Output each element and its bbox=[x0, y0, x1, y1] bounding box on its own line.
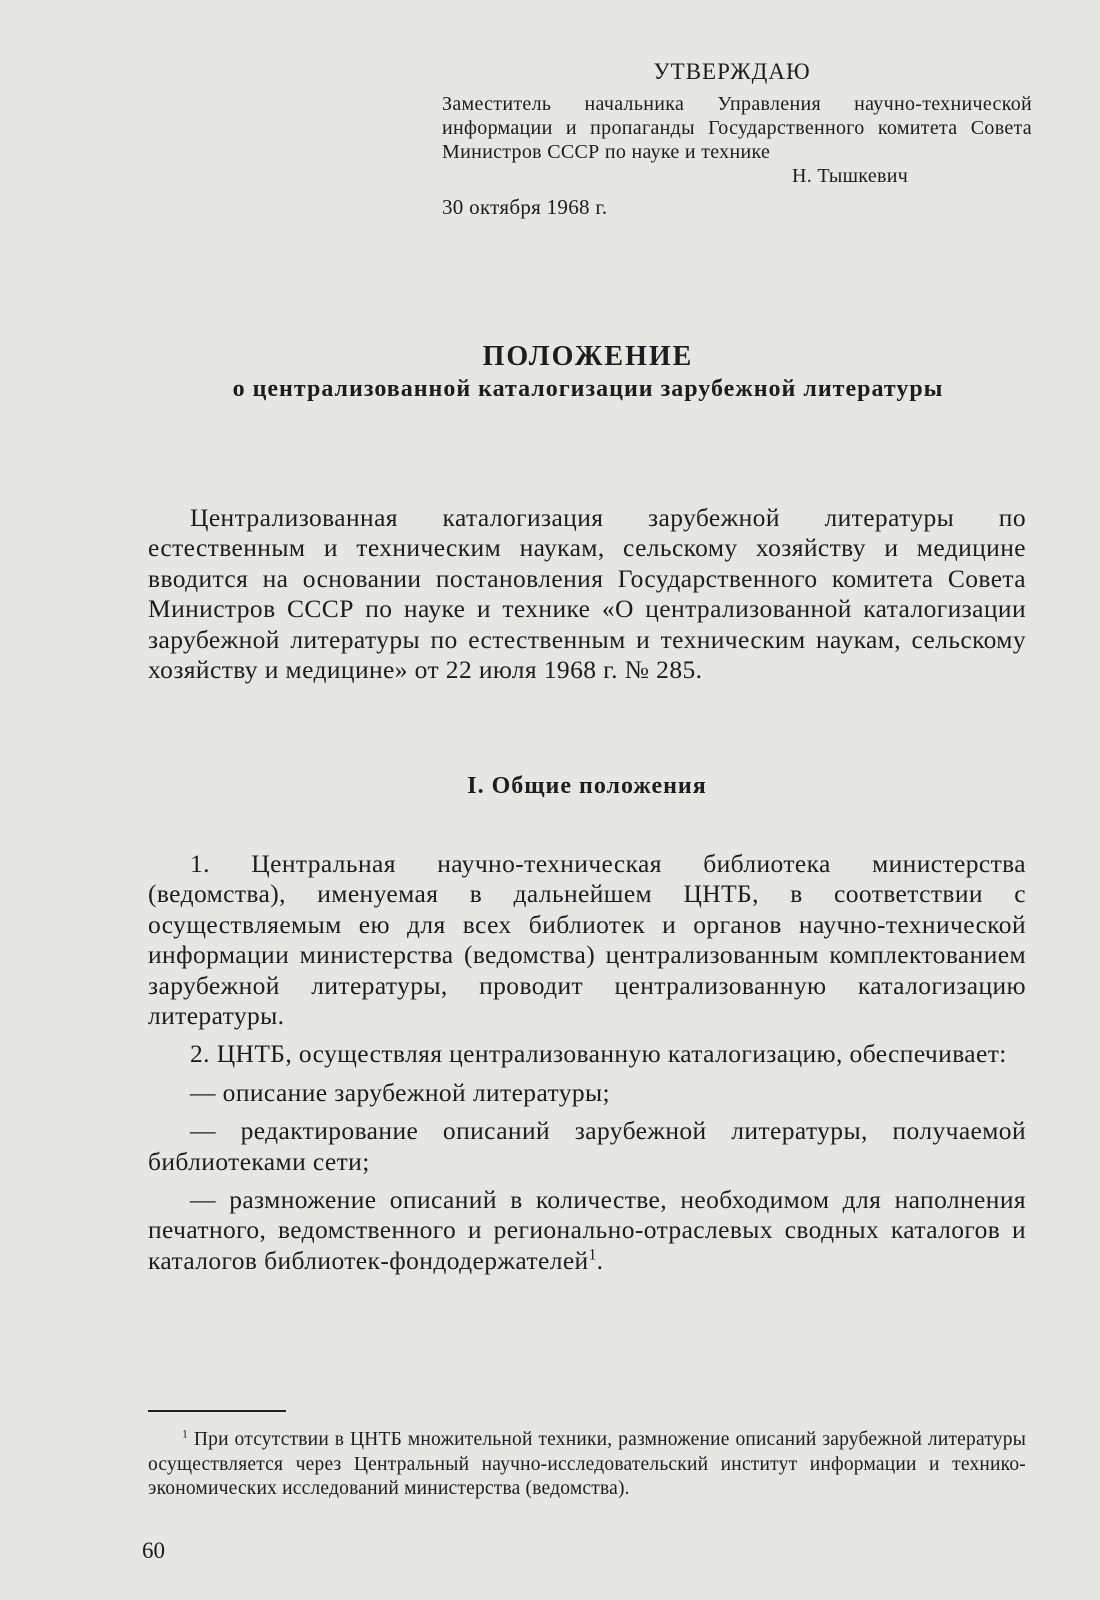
approval-block bbox=[442, 58, 1032, 220]
approval-date: 30 октября 1968 г. bbox=[442, 195, 608, 219]
approval-heading: УТВЕРЖДАЮ bbox=[653, 59, 811, 84]
intro-paragraph: Централизованная каталогизация зарубежной литературы по естественным и техническим наукам, сельскому хозяйству и медицине вводится на основании постановления Государственного комитета Совета Министров СССР по науке и технике «О централизованной каталогизации зарубежной литературы по естественным и техническим наукам, сельскому хозяйству и медицине» от 22 июля 1968 г. № 285. bbox=[148, 503, 1026, 685]
list-item-editing: — редактирование описаний зарубежной литературы, получаемой библиотеками сети; bbox=[148, 1116, 1026, 1176]
footnote-reference: 1 bbox=[588, 1246, 597, 1264]
list-item-reproduction-text: — размножение описаний в количестве, необходимом для наполнения печатного, ведомственного и регионально-отраслевых сводных каталогов и каталогов библиотек-фондодержателей bbox=[148, 1185, 1026, 1275]
approval-signatory: Н. Тышкевич bbox=[792, 165, 909, 187]
list-item-description: — описание зарубежной литературы; bbox=[190, 1077, 611, 1107]
section-body bbox=[148, 849, 1026, 1284]
footnote bbox=[148, 1428, 1026, 1502]
footnote-divider bbox=[148, 1410, 286, 1412]
approval-position: Заместитель начальника Управления научно-технической информации и пропаганды Государственного комитета Совета Министров СССР по науке и технике bbox=[442, 93, 1032, 163]
paragraph-2: 2. ЦНТБ, осуществляя централизованную каталогизацию, обеспечивает: bbox=[190, 1039, 1007, 1069]
list-item-reproduction bbox=[148, 1185, 1026, 1276]
intro-paragraph-block bbox=[148, 503, 1026, 685]
paragraph-1: 1. Центральная научно-техническая библиотека министерства (ведомства), именуемая в дальнейшем ЦНТБ, в соответствии с осуществляемым ею для всех библиотек и органов научно-технической информации министерства (ведомства) централизованным комплектованием зарубежной литературы, проводит централизованную каталогизацию литературы. bbox=[148, 849, 1026, 1031]
page-number: 60 bbox=[142, 1538, 165, 1563]
title-main: ПОЛОЖЕНИЕ bbox=[482, 341, 694, 372]
section-heading: I. Общие положения bbox=[467, 773, 707, 799]
footnote-mark: 1 bbox=[182, 1427, 189, 1441]
footnote-text: При отсутствии в ЦНТБ множительной техники, размножение описаний зарубежной литературы осуществляется через Центральный научно-исследовательский институт информации и технико-экономических исследований министерства (ведомства). bbox=[148, 1429, 1026, 1499]
document-title bbox=[150, 340, 1026, 404]
list-item-end-punct: . bbox=[596, 1245, 604, 1275]
title-subtitle: о централизованной каталогизации зарубежной литературы bbox=[232, 376, 944, 402]
